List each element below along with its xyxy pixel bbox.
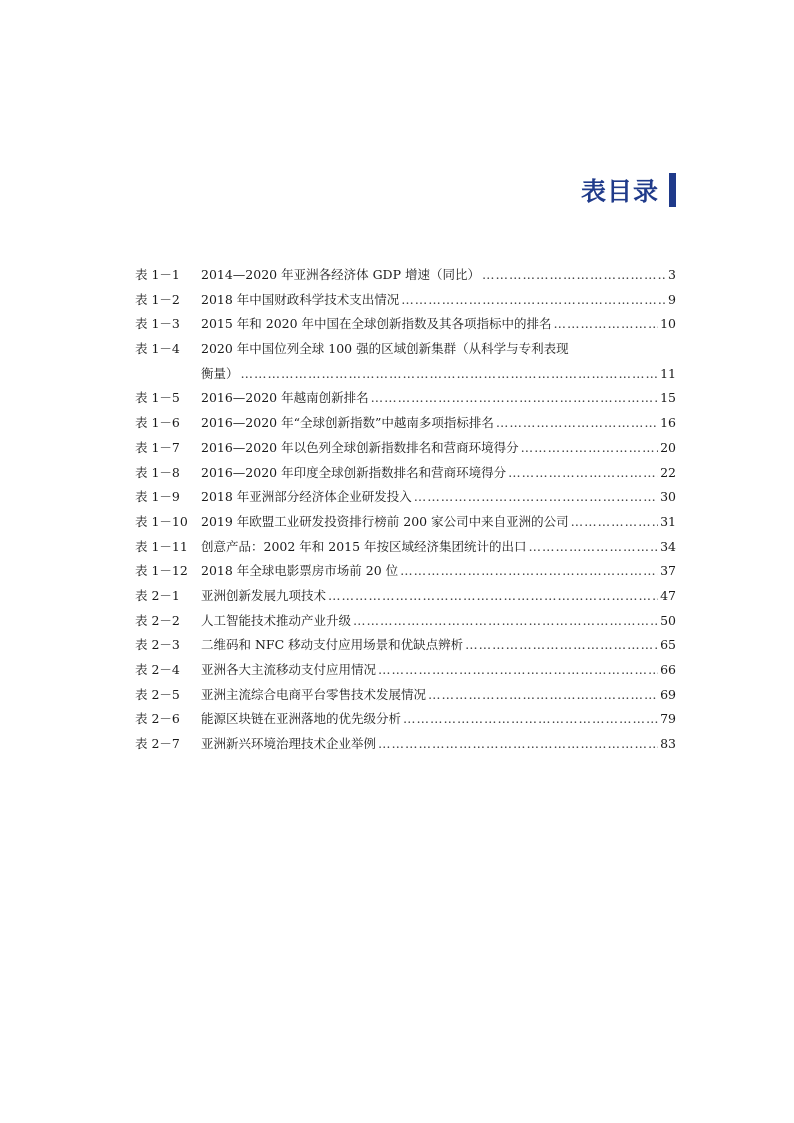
entry-page: 10	[660, 316, 676, 332]
title-accent-bar	[669, 173, 676, 207]
entry-title: 创意产品：2002 年和 2015 年按区域经济集团统计的出口	[201, 538, 527, 554]
toc-entry[interactable]	[135, 535, 676, 560]
entry-title: 2019 年欧盟工业研发投资排行榜前 200 家公司中来自亚洲的公司	[201, 513, 569, 529]
entry-page: 22	[660, 464, 676, 480]
entry-page: 30	[660, 489, 676, 505]
toc-entry[interactable]	[135, 485, 676, 510]
entry-title: 2016—2020 年印度全球创新指数排名和营商环境得分	[201, 464, 507, 480]
dot-leader	[428, 683, 658, 708]
entry-number: 表 1－11	[135, 538, 188, 554]
entry-page: 3	[668, 267, 676, 282]
entry-page: 37	[660, 563, 676, 579]
entry-title: 亚洲新兴环境治理技术企业举例	[201, 736, 377, 752]
entry-title: 2016—2020 年“全球创新指数”中越南多项指标排名	[201, 415, 494, 431]
dot-leader	[400, 559, 658, 584]
toc-entry[interactable]	[135, 436, 676, 461]
page-title: 表目录	[580, 177, 659, 206]
dot-leader	[403, 707, 658, 732]
toc-entry-continuation[interactable]	[135, 362, 676, 387]
entry-title: 2014—2020 年亚洲各经济体 GDP 增速（同比）	[201, 267, 480, 282]
toc-entry[interactable]	[135, 386, 676, 411]
toc-entry[interactable]	[135, 263, 676, 288]
heading	[581, 172, 676, 208]
dot-leader	[378, 658, 658, 683]
toc-entry[interactable]	[135, 658, 676, 683]
entry-page: 65	[660, 637, 676, 653]
entry-page: 47	[660, 587, 676, 603]
entry-title: 人工智能技术推动产业升级	[201, 612, 352, 628]
entry-title: 2018 年亚洲部分经济体企业研发投入	[201, 489, 412, 505]
toc-entry[interactable]	[135, 683, 676, 708]
entry-number: 表 1－5	[135, 390, 180, 406]
entry-title: 2015 年和 2020 年中国在全球创新指数及其各项指标中的排名	[201, 316, 552, 332]
entry-number: 表 2－6	[135, 711, 180, 727]
dot-leader	[554, 312, 659, 337]
entry-title: 2016—2020 年以色列全球创新指数排名和营商环境得分	[201, 439, 519, 455]
dot-leader	[401, 288, 666, 313]
dot-leader	[508, 461, 658, 486]
toc-entry[interactable]	[135, 461, 676, 486]
toc-entry[interactable]	[135, 707, 676, 732]
dot-leader	[241, 362, 659, 387]
entry-number: 表 1－3	[135, 316, 180, 332]
entry-number: 表 1－12	[135, 563, 188, 579]
entry-title: 亚洲主流综合电商平台零售技术发展情况	[201, 686, 427, 702]
toc-entry[interactable]	[135, 510, 676, 535]
entry-page: 20	[660, 439, 676, 455]
dot-leader	[371, 386, 658, 411]
entry-page: 50	[660, 612, 676, 628]
entry-page: 69	[660, 686, 676, 702]
toc-entry[interactable]	[135, 337, 676, 362]
dot-leader	[414, 485, 658, 510]
dot-leader	[353, 609, 658, 634]
entry-title: 2018 年中国财政科学技术支出情况	[201, 291, 400, 307]
dot-leader	[465, 633, 658, 658]
dot-leader	[496, 411, 658, 436]
dot-leader	[529, 535, 659, 560]
entry-number: 表 1－9	[135, 489, 180, 505]
entry-title: 亚洲创新发展九项技术	[201, 587, 327, 603]
table-of-contents	[135, 263, 676, 757]
toc-entry[interactable]	[135, 411, 676, 436]
entry-title: 2016—2020 年越南创新排名	[201, 390, 369, 406]
entry-title: 二维码和 NFC 移动支付应用场景和优缺点辨析	[201, 637, 464, 653]
entry-number: 表 1－1	[135, 267, 180, 282]
entry-number: 表 1－6	[135, 415, 180, 431]
toc-entry[interactable]	[135, 559, 676, 584]
toc-entry[interactable]	[135, 609, 676, 634]
entry-title: 2020 年中国位列全球 100 强的区域创新集群（从科学与专利表现	[201, 341, 569, 357]
entry-page: 34	[660, 538, 676, 554]
toc-entry[interactable]	[135, 312, 676, 337]
entry-number: 表 1－7	[135, 439, 180, 455]
entry-page: 66	[660, 662, 676, 677]
dot-leader	[328, 584, 658, 609]
entry-number: 表 2－3	[135, 637, 180, 653]
dot-leader	[378, 732, 658, 757]
toc-entry[interactable]	[135, 584, 676, 609]
entry-page: 9	[668, 291, 676, 307]
entry-number: 表 2－5	[135, 686, 180, 702]
dot-leader	[482, 263, 666, 288]
entry-number: 表 2－2	[135, 612, 180, 628]
entry-number: 表 1－10	[135, 513, 188, 529]
entry-title: 2018 年全球电影票房市场前 20 位	[201, 563, 399, 579]
entry-title: 亚洲各大主流移动支付应用情况	[201, 662, 377, 677]
toc-entry[interactable]	[135, 732, 676, 757]
entry-number: 表 2－7	[135, 736, 180, 752]
entry-page: 31	[660, 513, 676, 529]
dot-leader	[571, 510, 659, 535]
entry-title: 能源区块链在亚洲落地的优先级分析	[201, 711, 402, 727]
entry-page: 15	[660, 390, 676, 406]
dot-leader	[521, 436, 658, 461]
entry-page: 83	[660, 736, 676, 752]
entry-number: 表 2－1	[135, 587, 180, 603]
entry-page: 79	[660, 711, 676, 727]
entry-number: 表 2－4	[135, 662, 180, 677]
entry-page: 11	[660, 365, 676, 381]
entry-number: 表 1－4	[135, 341, 180, 357]
entry-number: 表 1－8	[135, 464, 180, 480]
toc-entry[interactable]	[135, 288, 676, 313]
entry-title-continued: 衡量）	[201, 365, 239, 381]
entry-page: 16	[660, 415, 676, 431]
entry-number: 表 1－2	[135, 291, 180, 307]
toc-entry[interactable]	[135, 633, 676, 658]
